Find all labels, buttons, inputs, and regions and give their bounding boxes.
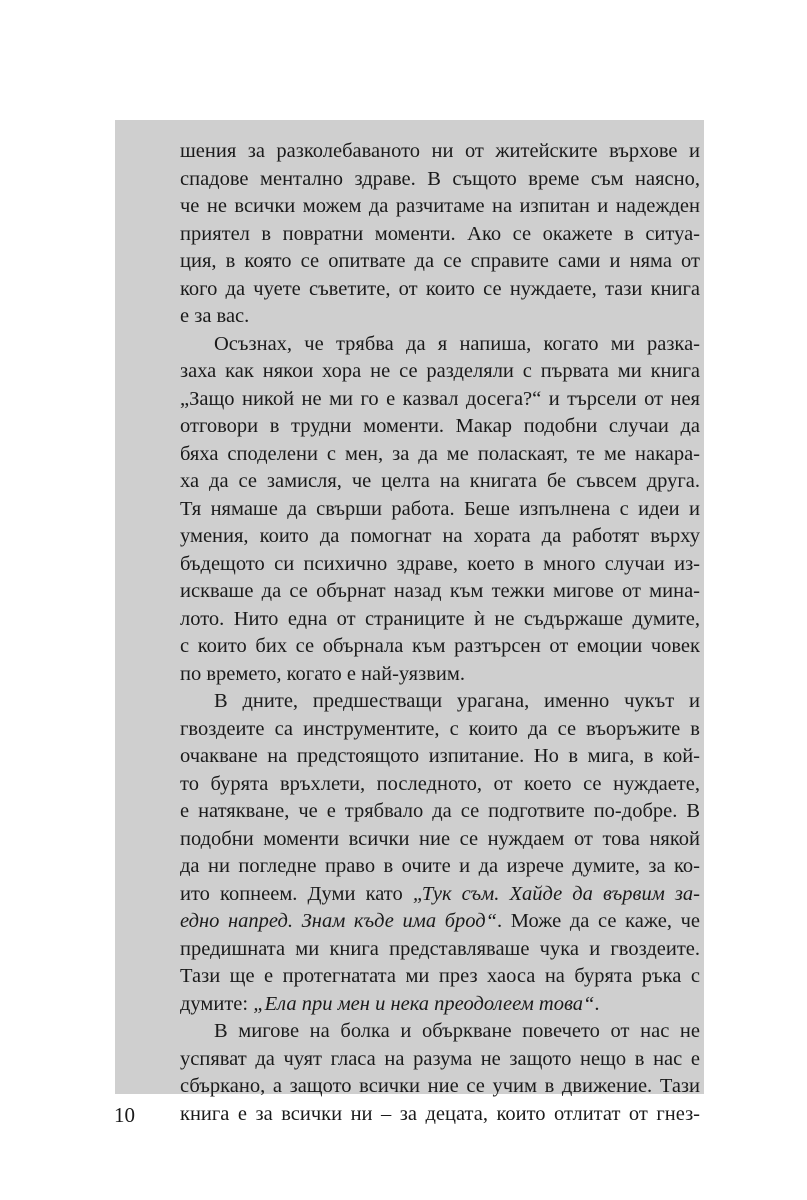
text-segment: спадове ментално здраве. В същото време съм наясно, <box>180 167 700 190</box>
text-segment: гвоздеите са инструментите, с които да се въоръжите в <box>180 717 700 740</box>
text-segment: ция, в която се опитвате да се справите сами и няма от <box>180 250 700 272</box>
text-segment: приятел в повратни моменти. Ако се окажете в ситуа- <box>180 222 700 245</box>
text-segment: сбъркано, а защото всички ние се учим в движение. Тази <box>180 1075 700 1097</box>
text-line <box>180 276 700 304</box>
text-segment: по времето, когато е най-уязвим. <box>180 662 465 685</box>
text-line <box>180 1046 700 1074</box>
text-segment: В дните, предшестващи урагана, именно чукът и <box>214 690 700 712</box>
text-line <box>180 688 700 716</box>
text-line <box>180 386 700 414</box>
text-line <box>180 1101 700 1129</box>
text-line <box>180 221 700 249</box>
text-line <box>180 661 700 689</box>
text-line <box>180 441 700 469</box>
page-number: 10 <box>114 1103 135 1127</box>
text-line <box>180 138 700 166</box>
text-line <box>180 578 700 606</box>
text-segment: заха как някои хора не се разделяли с първата ми книга <box>180 360 700 382</box>
body-text <box>180 138 700 1128</box>
text-segment: с които бих се обърнала към разтърсен от емоции човек <box>180 635 700 657</box>
text-segment: „Защо никой не ми го е казвал досега?“ и търсели от нея <box>180 387 700 410</box>
italic-quote: „Тук съм. Хайде да вървим за- <box>412 882 700 905</box>
text-line <box>180 798 700 826</box>
text-line <box>180 743 700 771</box>
text-segment: успяват да чуят гласа на разума не защото нещо в нас е <box>180 1047 700 1070</box>
text-segment: умения, които да помогнат на хората да работят върху <box>180 525 700 547</box>
text-line <box>180 248 700 276</box>
italic-quote: едно напред. Знам къде има брод“ <box>180 910 498 932</box>
text-segment: отговори в трудни моменти. Макар подобни случаи да <box>180 415 700 437</box>
text-segment: Осъзнах, че трябва да я напиша, когато ми разка- <box>214 332 700 355</box>
text-line <box>180 496 700 524</box>
text-line <box>180 991 700 1019</box>
text-segment: предишната ми книга представляваше чука и гвоздеите. <box>180 937 700 960</box>
text-segment: е за вас. <box>180 305 250 327</box>
text-segment: . <box>594 992 600 1015</box>
text-line <box>180 908 700 936</box>
text-segment: . Може да се каже, че <box>497 910 700 932</box>
text-line <box>180 468 700 496</box>
text-line <box>180 413 700 441</box>
text-segment: то бурята връхлети, последното, от което се нуждаете, <box>180 772 700 795</box>
text-line <box>180 881 700 909</box>
italic-quote: „Ела при мен и нека преодолеем това“ <box>253 992 595 1015</box>
text-line <box>180 771 700 799</box>
text-line <box>180 716 700 744</box>
text-segment: бъдещото си психично здраве, което в много случаи из- <box>180 552 700 575</box>
text-line <box>180 963 700 991</box>
text-line <box>180 826 700 854</box>
text-line <box>180 551 700 579</box>
text-segment: В мигове на болка и объркване повечето от нас не <box>214 1020 700 1042</box>
text-segment: да ни погледне право в очите и да изрече думите, за ко- <box>180 855 700 877</box>
text-line <box>180 358 700 386</box>
text-line <box>180 633 700 661</box>
text-segment: искваше да се обърнат назад към тежки мигове от мина- <box>180 580 700 602</box>
text-segment: е натякване, че е трябвало да се подготвите по-добре. В <box>180 800 700 822</box>
text-segment: шения за разколебаваното ни от житейските върхове и <box>180 140 700 162</box>
text-segment: думите: <box>180 992 254 1015</box>
text-segment: лото. Нито една от страниците ѝ не съдържаше думите, <box>180 607 700 630</box>
text-segment: кого да чуете съветите, от които се нуждаете, тази книга <box>180 277 700 300</box>
text-segment: Тя нямаше да свърши работа. Беше изпълнена с идеи и <box>180 497 700 520</box>
text-line <box>180 331 700 359</box>
text-segment: ха да се замисля, че целта на книгата бе съвсем друга. <box>180 470 700 492</box>
text-segment: бяха споделени с мен, за да ме поласкаят, те ме накара- <box>180 442 700 465</box>
text-line <box>180 1073 700 1101</box>
text-line <box>180 523 700 551</box>
text-segment: книга е за всички ни – за децата, които отлитат от гнез- <box>180 1102 700 1125</box>
text-segment: че не всички можем да разчитаме на изпитан и надежден <box>180 195 700 217</box>
text-line <box>180 606 700 634</box>
text-segment: Тази ще е протегнатата ми през хаоса на бурята ръка с <box>180 965 700 987</box>
text-line <box>180 193 700 221</box>
text-segment: очакване на предстоящото изпитание. Но в мига, в кой- <box>180 745 700 767</box>
text-line <box>180 853 700 881</box>
text-line <box>180 1018 700 1046</box>
text-segment: ито копнеем. Думи като <box>180 882 413 905</box>
text-segment: подобни моменти всички ние се нуждаем от това някой <box>180 827 700 850</box>
text-line <box>180 936 700 964</box>
text-line <box>180 303 700 331</box>
text-line <box>180 166 700 194</box>
